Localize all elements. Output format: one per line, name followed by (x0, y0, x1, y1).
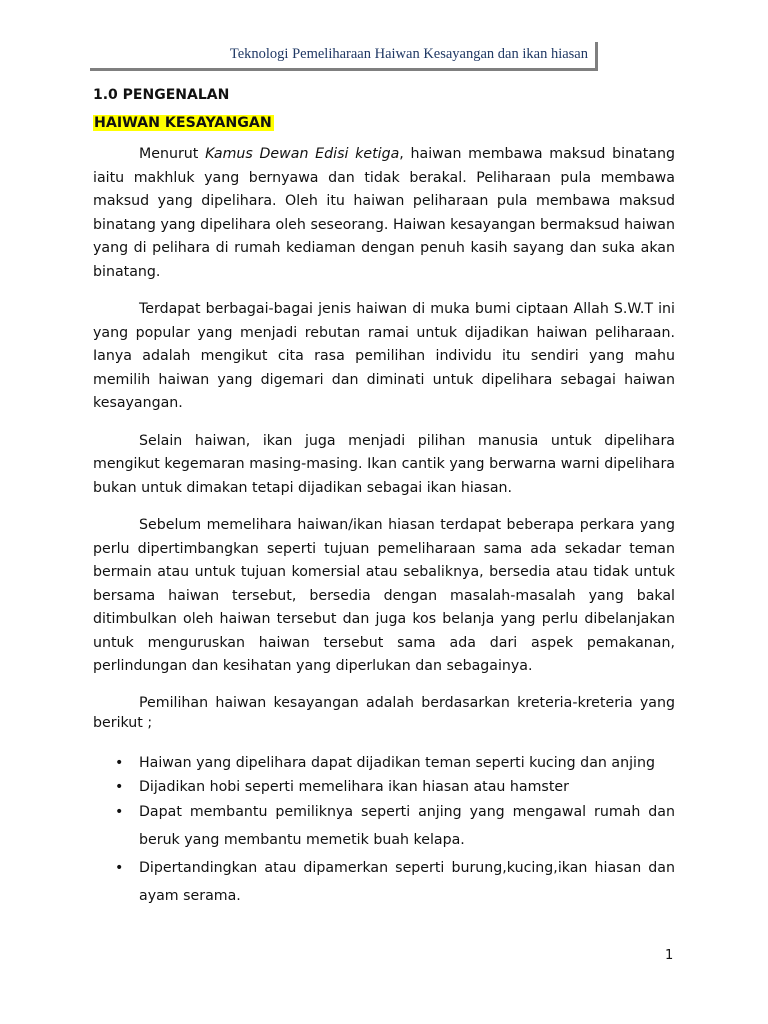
bullet-icon: • (115, 859, 124, 876)
bullet-icon: • (115, 754, 124, 771)
paragraph-2: Terdapat berbagai-bagai jenis haiwan di muka bumi ciptaan Allah S.W.T ini yang popular yang menjadi rebutan ramai untuk dijadikan haiwan peliharaan. Ianya adalah mengikut cita rasa pemilihan individu itu sendiri yang mahu memilih haiwan yang digemari dan diminati untuk dipelihara sebagai haiwan kesayangan. (93, 301, 675, 411)
bullet-icon: • (115, 803, 124, 820)
paragraph-4: Sebelum memelihara haiwan/ikan hiasan terdapat beberapa perkara yang perlu dipertimbangkan seperti tujuan pemeliharaan sama ada sekadar teman bermain atau untuk tujuan komersial atau sebaliknya, bersedia atau tidak untuk bersama haiwan tersebut, bersedia dengan masalah-masalah yang bakal ditimbulkan oleh haiwan tersebut dan juga kos belanja yang perlu dibelanjakan untuk menguruskan haiwan tersebut sama ada dari aspek pemakanan, perlindungan dan kesihatan yang diperlukan dan sebagainya. (93, 517, 675, 674)
page-header (90, 40, 598, 68)
header-title: Teknologi Pemeliharaan Haiwan Kesayangan dan ikan hiasan (229, 46, 588, 62)
subsection-title: HAIWAN KESAYANGAN (94, 115, 272, 131)
list-item (93, 777, 675, 797)
bullet-icon: • (115, 778, 124, 795)
paragraph-1-lead: Menurut (139, 146, 206, 162)
paragraph-3: Selain haiwan, ikan juga menjadi pilihan manusia untuk dipelihara mengikut kegemaran masing-masing. Ikan cantik yang berwarna warni dipelihara bukan untuk dimakan tetapi dijadikan sebagai ikan hiasan. (93, 432, 675, 496)
section-title: 1.0 PENGENALAN (93, 87, 230, 103)
criteria-list (93, 749, 675, 910)
list-item-text: Haiwan yang dipelihara dapat dijadikan teman seperti kucing dan anjing (139, 754, 655, 771)
list-item (93, 854, 675, 910)
list-item-text: Dipertandingkan atau dipamerkan seperti burung,kucing,ikan hiasan dan ayam serama. (139, 859, 675, 904)
list-item (93, 798, 675, 854)
page-number: 1 (665, 948, 674, 963)
paragraph-1-rest: , haiwan membawa maksud binatang iaitu makhluk yang bernyawa dan tidak berakal. Peliharaan pula membawa maksud yang dipelihara. Oleh itu haiwan peliharaan pula membawa maksud binatang yang dipelihara oleh seseorang. Haiwan kesayangan bermaksud haiwan yang di pelihara di rumah kediaman dengan penuh kasih sayang dan suka akan binatang. (93, 146, 676, 280)
subsection-heading (93, 115, 675, 131)
document-body (93, 87, 675, 910)
header-vertical-bar (595, 42, 598, 70)
list-item (93, 749, 675, 777)
paragraph-1-italic: Kamus Dewan Edisi ketiga (205, 146, 400, 162)
list-item-text: Dijadikan hobi seperti memelihara ikan hiasan atau hamster (139, 778, 569, 795)
paragraph-5: Pemilihan haiwan kesayangan adalah berdasarkan kreteria-kreteria yang berikut ; (93, 694, 675, 731)
list-item-text: Dapat membantu pemiliknya seperti anjing yang mengawal rumah dan beruk yang membantu memetik buah kelapa. (139, 803, 675, 848)
header-rule (90, 68, 598, 71)
paragraph-1 (93, 143, 675, 284)
